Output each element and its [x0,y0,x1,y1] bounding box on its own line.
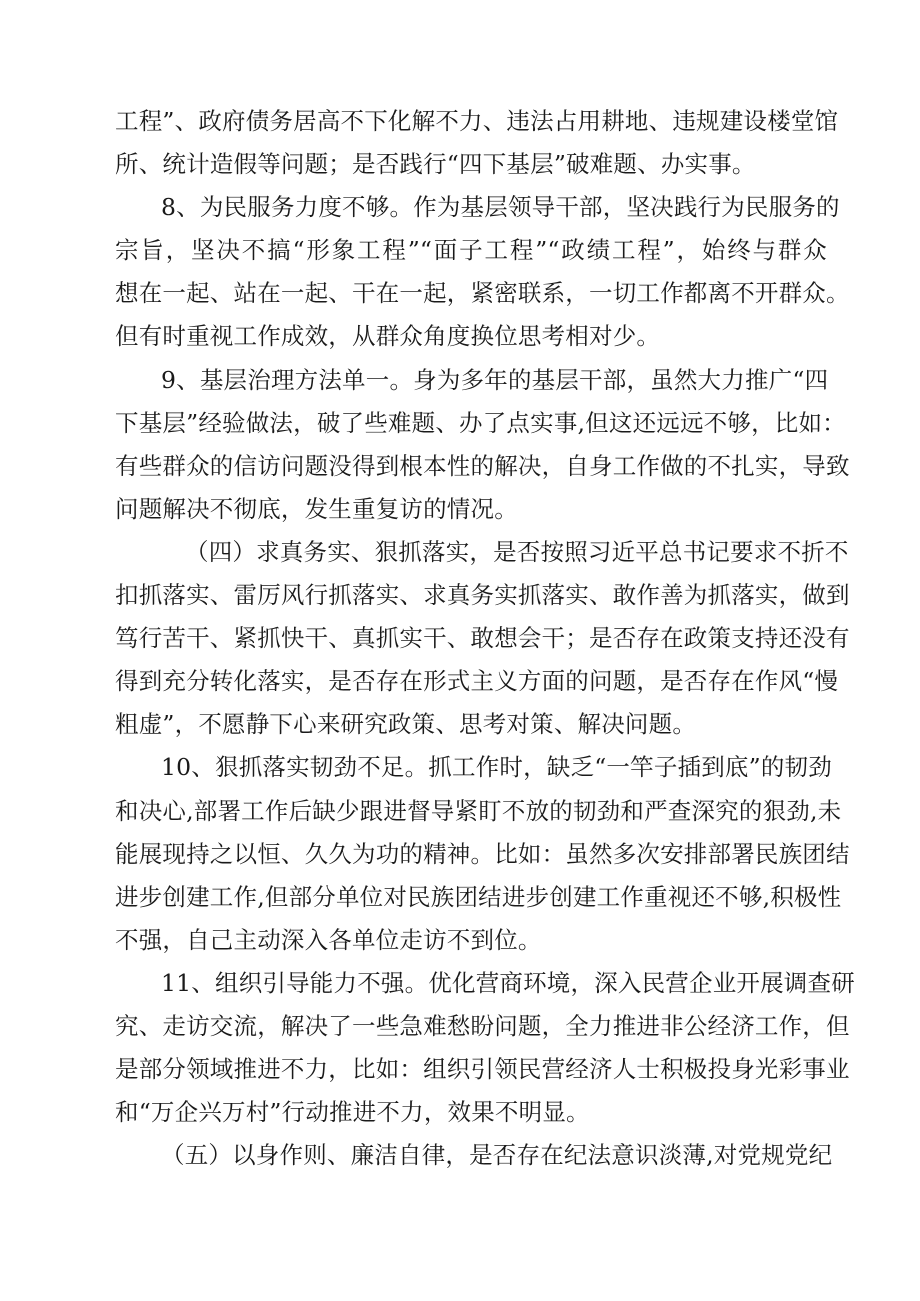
section-5-heading-line: （五）以身作则、廉洁自律，是否存在纪法意识淡薄,对党规党纪 [161,1141,833,1170]
paragraph-line: 想在一起、站在一起、干在一起，紧密联系，一切工作都离不开群众。 [115,279,850,308]
paragraph-line: 笃行苦干、紧抓快干、真抓实干、敢想会干；是否存在政策支持还没有 [115,624,850,653]
paragraph-line: 是部分领域推进不力，比如：组织引领民营经济人士积极投身光彩事业 [115,1055,850,1084]
paragraph-line: 所、统计造假等问题；是否践行“四下基层”破难题、办实事。 [115,150,756,179]
item-9-heading-line: 9、基层治理方法单一。身为多年的基层干部，虽然大力推广“四 [161,365,829,394]
paragraph-line: 扣抓落实、雷厉风行抓落实、求真务实抓落实、敢作善为抓落实，做到 [115,581,850,610]
document-body [115,100,855,1177]
section-4-heading-line: （四）求真务实、狠抓落实，是否按照习近平总书记要求不折不 [185,537,849,566]
paragraph-line: 究、走访交流，解决了一些急难愁盼问题，全力推进非公经济工作，但 [115,1011,850,1040]
paragraph-line: 得到充分转化落实，是否存在形式主义方面的问题，是否存在作风“慢 [115,667,839,696]
paragraph-line: 进步创建工作,但部分单位对民族团结进步创建工作重视还不够,积极性 [115,882,842,911]
paragraph-line: 但有时重视工作成效，从群众角度换位思考相对少。 [115,322,661,351]
paragraph-line: 粗虚”，不愿静下心来研究政策、思考对策、解决问题。 [115,710,697,739]
item-10-heading-line: 10、狠抓落实韧劲不足。抓工作时，缺乏“一竿子插到底”的韧劲 [161,753,832,782]
paragraph-line: 能展现持之以恒、久久为功的精神。比如：虽然多次安排部署民族团结 [115,839,850,868]
paragraph-line: 和“万企兴万村”行动推进不力，效果不明显。 [115,1098,590,1127]
paragraph-line: 和决心,部署工作后缺少跟进督导紧盯不放的韧劲和严查深究的狠劲,未 [115,796,842,825]
paragraph-line: 问题解决不彻底，发生重复访的情况。 [115,494,518,523]
item-11-heading-line: 11、组织引导能力不强。优化营商环境，深入民营企业开展调查研 [161,968,855,997]
paragraph-line: 有些群众的信访问题没得到根本性的解决，自身工作做的不扎实，导致 [115,451,850,480]
paragraph-line: 不强，自己主动深入各单位走访不到位。 [115,925,542,954]
paragraph-line: 下基层”经验做法，破了些难题、办了点实事,但这还远远不够，比如： [115,408,846,437]
paragraph-line: 宗旨，坚决不搞“形象工程”“面子工程”“政绩工程”，始终与群众 [115,236,827,265]
paragraph-line: 工程”、政府债务居高不下化解不力、违法占用耕地、违规建设楼堂馆 [115,107,839,135]
item-8-heading-line: 8、为民服务力度不够。作为基层领导干部，坚决践行为民服务的 [161,193,840,222]
